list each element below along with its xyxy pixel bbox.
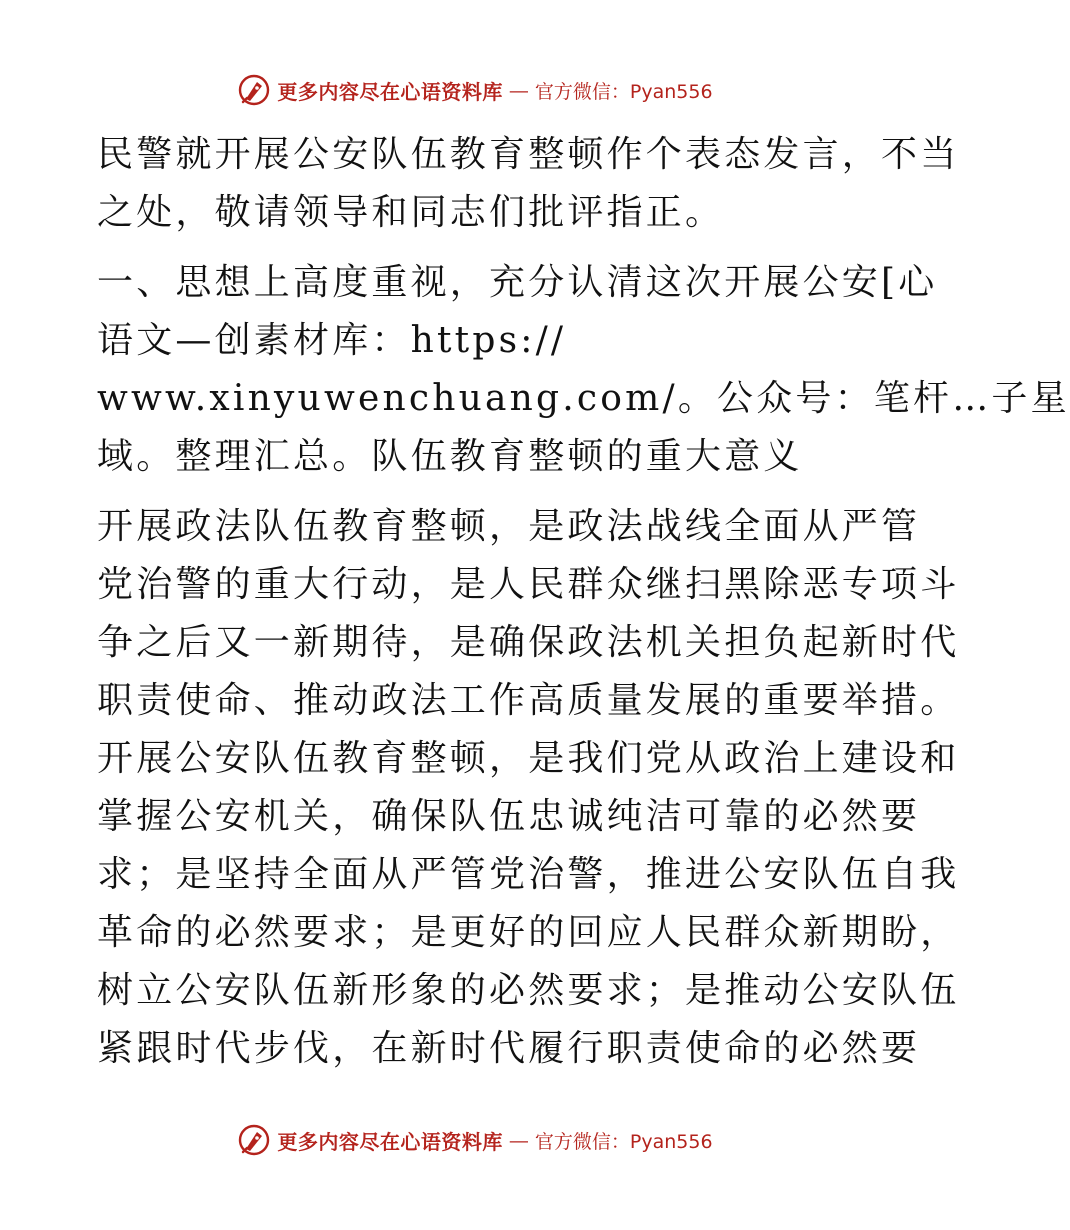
footer-watermark-banner <box>0 1120 950 1160</box>
text-line: 求；是坚持全面从严管党治警，推进公安队伍自我 <box>97 854 960 895</box>
paragraph-2 <box>97 254 1070 486</box>
watermark-main-text: 更多内容尽在心语资料库 <box>277 1129 503 1154</box>
text-line: 之处，敬请领导和同志们批评指正。 <box>97 192 725 233</box>
watermark-dash: — <box>508 78 529 102</box>
text-line: 语文—创素材库：https:// <box>97 320 567 361</box>
text-line: 党治警的重大行动，是人民群众继扫黑除恶专项斗 <box>97 564 960 605</box>
text-line: 域。整理汇总。队伍教育整顿的重大意义 <box>97 436 803 477</box>
header-watermark-banner <box>0 70 950 110</box>
watermark-wechat-text: 官方微信：Pyan556 <box>534 80 713 103</box>
paragraph-3 <box>97 498 960 1078</box>
text-line: 争之后又一新期待，是确保政法机关担负起新时代 <box>97 622 960 663</box>
watermark-wechat-text: 官方微信：Pyan556 <box>534 1130 713 1153</box>
document-body <box>97 126 1070 1078</box>
pen-nib-logo-icon <box>237 73 271 107</box>
text-line: 紧跟时代步伐，在新时代履行职责使命的必然要 <box>97 1028 921 1069</box>
text-line: 一、思想上高度重视，充分认清这次开展公安[心 <box>97 262 938 303</box>
text-line: 掌握公安机关，确保队伍忠诚纯洁可靠的必然要 <box>97 796 921 837</box>
text-line: 民警就开展公安队伍教育整顿作个表态发言，不当 <box>97 134 960 175</box>
watermark-main-text: 更多内容尽在心语资料库 <box>277 79 503 104</box>
text-line: 开展公安队伍教育整顿，是我们党从政治上建设和 <box>97 738 960 779</box>
text-line: 树立公安队伍新形象的必然要求；是推动公安队伍 <box>97 970 960 1011</box>
text-line: 开展政法队伍教育整顿，是政法战线全面从严管 <box>97 506 921 547</box>
text-line: www.xinyuwenchuang.com/。公众号：笔杆…子星 <box>97 378 1070 419</box>
pen-nib-logo-icon <box>237 1123 271 1157</box>
text-line: 职责使命、推动政法工作高质量发展的重要举措。 <box>97 680 960 721</box>
watermark-dash: — <box>508 1128 529 1152</box>
text-line: 革命的必然要求；是更好的回应人民群众新期盼， <box>97 912 960 953</box>
paragraph-1 <box>97 126 960 242</box>
